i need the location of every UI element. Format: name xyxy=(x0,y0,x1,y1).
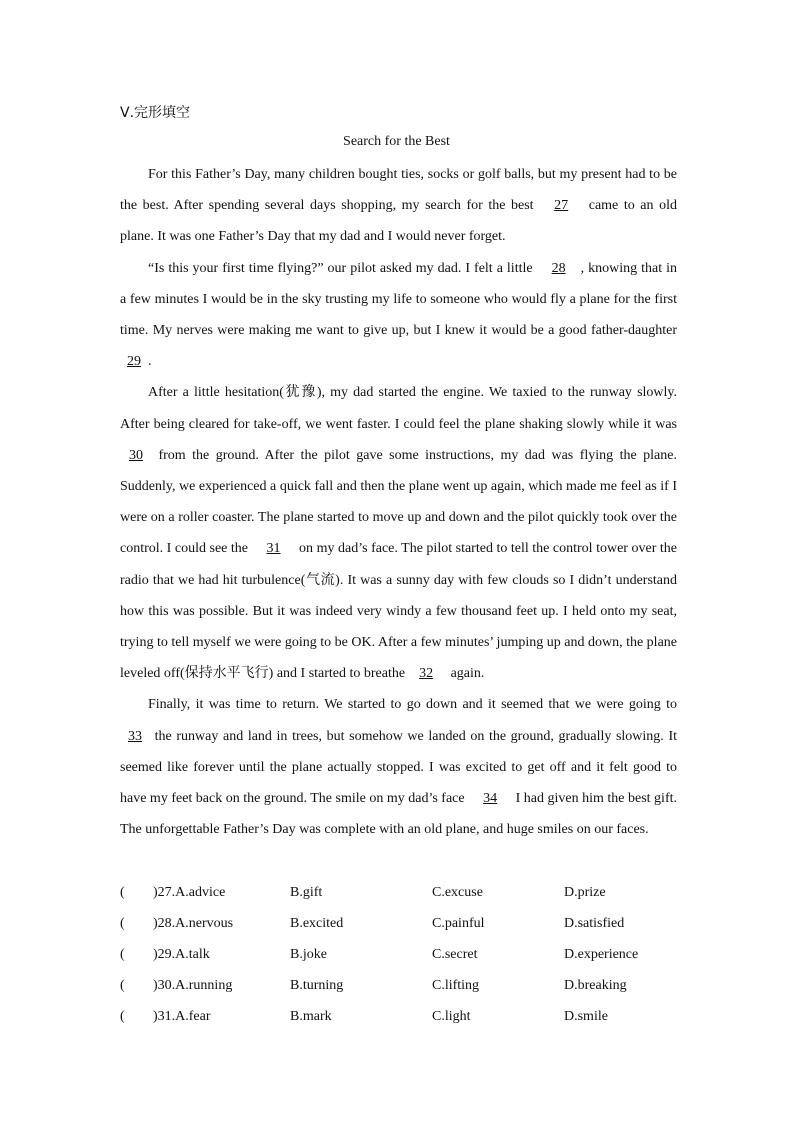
paragraph-1: For this Father’s Day, many children bought ties, socks or golf balls, but my present had to be the best. After spending several days shopping, my search for the best 27 came to an old plane. It was one Father’s Day that my dad and I would never forget. xyxy=(120,167,677,245)
cloze-passage xyxy=(120,159,677,845)
blank-31: 31 xyxy=(266,541,281,557)
option-c: C.lifting xyxy=(432,978,480,994)
answer-paren: ( xyxy=(120,916,125,932)
question-row xyxy=(120,908,680,939)
blank-34: 34 xyxy=(483,791,498,807)
option-d: D.breaking xyxy=(564,978,627,994)
option-a: )27.A.advice xyxy=(153,885,226,900)
option-c: C.excuse xyxy=(432,885,483,900)
question-options xyxy=(120,877,680,1032)
paragraph-2: “Is this your first time flying?” our pilot asked my dad. I felt a little 28 , knowing that in a few minutes I would be in the sky trusting my life to someone who would fly a plane for the first time. My nerves were making me want to give up, but I knew it would be a good father-daughter 29 . xyxy=(120,253,677,378)
blank-29: 29 xyxy=(127,354,141,370)
option-b: B.gift xyxy=(290,885,323,900)
option-b: B.joke xyxy=(290,947,327,963)
paragraph-4: Finally, it was time to return. We started to go down and it seemed that we were going to 33 the runway and land in trees, but somehow we landed on the ground, gradually slowing. It seemed like forever until the plane actually stopped. I was excited to get off and it felt good to have my feet back on the ground. The smile on my dad’s face 34 I had given him the best gift. The unforgettable Father’s Day was complete with an old plane, and huge smiles on our faces. xyxy=(120,697,677,838)
question-row xyxy=(120,939,680,970)
question-row xyxy=(120,877,680,908)
blank-27: 27 xyxy=(554,198,569,214)
blank-32: 32 xyxy=(419,666,434,682)
blank-28: 28 xyxy=(551,260,566,276)
option-d: D.prize xyxy=(564,885,606,900)
blank-30: 30 xyxy=(129,447,143,463)
option-b: B.mark xyxy=(290,1009,332,1025)
answer-paren: ( xyxy=(120,885,125,900)
option-c: C.painful xyxy=(432,916,485,932)
option-b: B.excited xyxy=(290,916,344,932)
question-row xyxy=(120,1001,680,1032)
option-a: )29.A.talk xyxy=(153,947,210,963)
option-d: D.smile xyxy=(564,1009,608,1025)
option-c: C.secret xyxy=(432,947,478,963)
paragraph-3: After a little hesitation(犹豫), my dad started the engine. We taxied to the runway slowly. After being cleared for take-off, we went faster. I could feel the plane shaking slowly while it was 30 from the ground. After the pilot gave some instructions, my dad was flying the plane. Suddenly, we experienced a quick fall and then the plane went up again, which made me feel as if I were on a roller coaster. The plane started to move up and down and the pilot quickly took over the control. I could see the 31 on my dad’s face. The pilot started to tell the control tower over the radio that we had hit turbulence(气流). It was a sunny day with few clouds so I didn’t understand how this was possible. But it was indeed very windy a few thousand feet up. I held onto my seat, trying to tell myself we were going to be OK. After a few minutes’ jumping up and down, the plane leveled off(保持水平飞行) and I started to breathe 32 again. xyxy=(120,377,677,689)
answer-paren: ( xyxy=(120,1009,125,1025)
option-a: )31.A.fear xyxy=(153,1009,211,1025)
option-d: D.experience xyxy=(564,947,639,963)
option-b: B.turning xyxy=(290,978,344,994)
option-d: D.satisfied xyxy=(564,916,625,932)
passage-title: Search for the Best xyxy=(343,134,450,149)
question-row xyxy=(120,970,680,1001)
option-a: )28.A.nervous xyxy=(153,916,234,932)
blank-33: 33 xyxy=(128,728,142,744)
option-a: )30.A.running xyxy=(153,978,233,994)
section-heading: Ⅴ.完形填空 xyxy=(120,105,191,121)
answer-paren: ( xyxy=(120,978,125,994)
answer-paren: ( xyxy=(120,947,125,963)
option-c: C.light xyxy=(432,1009,471,1025)
